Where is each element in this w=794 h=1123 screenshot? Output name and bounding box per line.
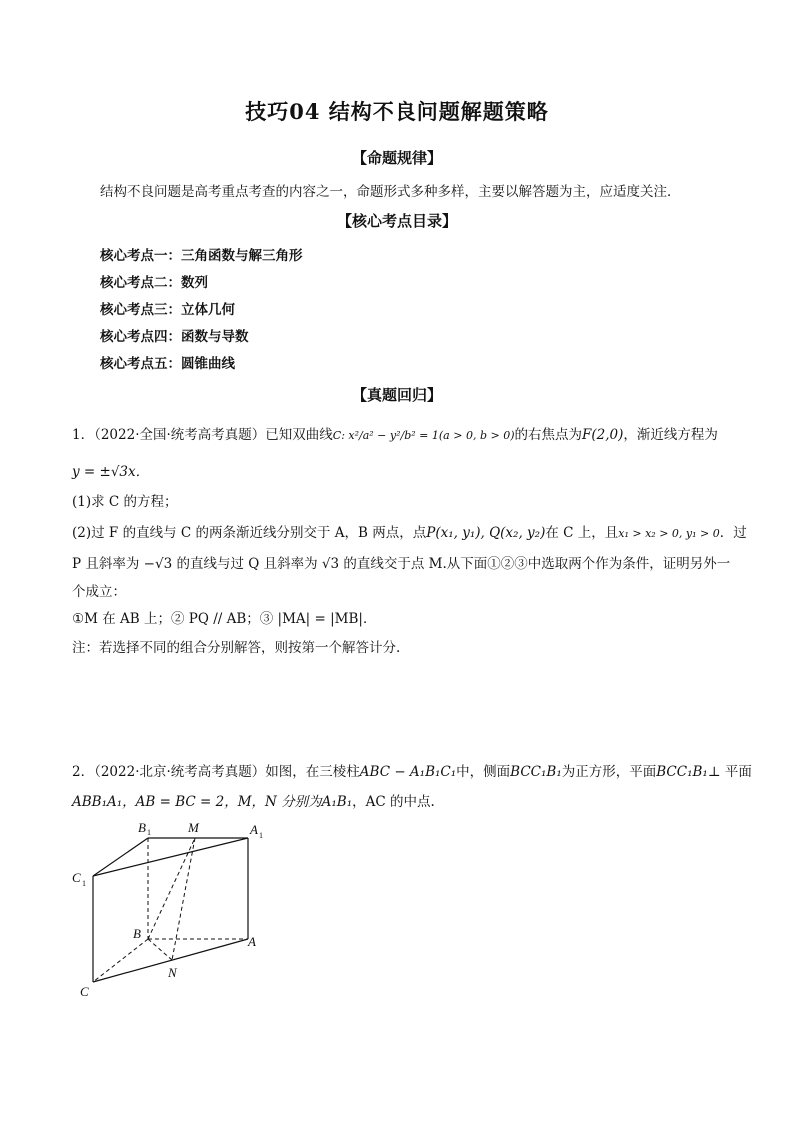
label-m: M — [188, 820, 199, 835]
q2-segment: A₁B₁ — [321, 794, 353, 810]
q2-intro: 2．（2022·北京·统考高考真题）如图，在三棱柱 — [72, 764, 360, 780]
prism-figure — [60, 810, 280, 1000]
label-a: A — [248, 934, 256, 949]
label-c: C — [80, 984, 89, 999]
edge-b1-c1 — [93, 838, 148, 876]
q1-line6: ①M 在 AB 上；② PQ // AB；③ |MA| = |MB|． — [72, 611, 377, 627]
q1-part2-end: ．过 — [719, 525, 747, 541]
q2-face: BCC₁B₁ — [510, 764, 562, 780]
q1-line4: P 且斜率为 −√3 的直线与过 Q 且斜率为 √3 的直线交于点 M.从下面①②③中选取两个作为条件，证明另外一 — [72, 556, 731, 572]
q2-perp-text: ⊥ 平面 — [707, 764, 752, 780]
label-b1-sub: 1 — [147, 828, 151, 837]
q2-face2: BCC₁B₁ — [656, 764, 708, 780]
q1-focus-text: 的右焦点为 — [514, 427, 582, 443]
edge-c1-a1 — [93, 838, 248, 876]
label-n: N — [168, 965, 177, 980]
rule-heading: 【命题规律】 — [351, 149, 442, 167]
core-heading: 【核心考点目录】 — [336, 212, 457, 230]
label-b1: B — [138, 820, 146, 835]
label-c1-sub: 1 — [82, 879, 86, 888]
rule-text: 结构不良问题是高考重点考查的内容之一，命题形式多种多样，主要以解答题为主，应适度关注． — [100, 184, 681, 200]
q1-line5: 个成立： — [72, 584, 126, 600]
q1-part2-on-c: 在 C 上，且 — [545, 525, 619, 541]
q1-hyperbola-formula: C: x²/a² − y²/b² = 1(a > 0, b > 0) — [332, 429, 515, 442]
q2-line1 — [72, 760, 752, 780]
label-c1: C — [72, 870, 81, 885]
core-item: 核心考点五：圆锥曲线 — [100, 356, 235, 372]
q1-asymptote-text: ，渐近线方程为 — [623, 427, 718, 443]
q1-part2-text: (2)过 F 的直线与 C 的两条渐近线分别交于 A，B 两点，点 — [72, 525, 427, 541]
q1-line2: y = ±√3x． — [72, 464, 150, 480]
core-item: 核心考点一：三角函数与解三角形 — [100, 248, 303, 264]
q1-line1 — [72, 423, 718, 443]
q1-note: 注：若选择不同的组合分别解答，则按第一个解答计分. — [72, 640, 401, 656]
edge-b-m — [148, 838, 195, 939]
q1-points: P(x₁, y₁), Q(x₂, y₂) — [426, 525, 546, 541]
label-a1: A — [250, 822, 258, 837]
q1-focus: F(2,0) — [581, 427, 624, 443]
q2-line2 — [72, 790, 435, 810]
q2-line2-start: ABB₁A₁，AB = BC = 2，M，N 分别为 — [72, 794, 322, 810]
core-item: 核心考点二：数列 — [100, 275, 208, 291]
real-heading: 【真题回归】 — [351, 386, 442, 404]
q1-condition: x₁ > x₂ > 0, y₁ > 0 — [618, 527, 720, 540]
q1-intro: 1．（2022·全国·统考高考真题）已知双曲线 — [72, 427, 333, 443]
label-a1-sub: 1 — [259, 831, 263, 840]
edge-b-n — [148, 939, 172, 960]
label-b: B — [133, 926, 141, 941]
q2-side-text: 中，侧面 — [456, 764, 511, 780]
q1-part2-line — [72, 521, 747, 541]
core-item: 核心考点三：立体几何 — [100, 302, 235, 318]
q2-line2-end: ，AC 的中点. — [352, 794, 435, 810]
edge-b-c — [93, 939, 148, 982]
q2-plane-text: 为正方形，平面 — [561, 764, 657, 780]
q2-prism: ABC − A₁B₁C₁ — [359, 764, 457, 780]
page-title: 技巧04 结构不良问题解题策略 — [245, 99, 549, 124]
core-item: 核心考点四：函数与导数 — [100, 329, 249, 345]
q1-part1: (1)求 C 的方程； — [72, 494, 178, 510]
